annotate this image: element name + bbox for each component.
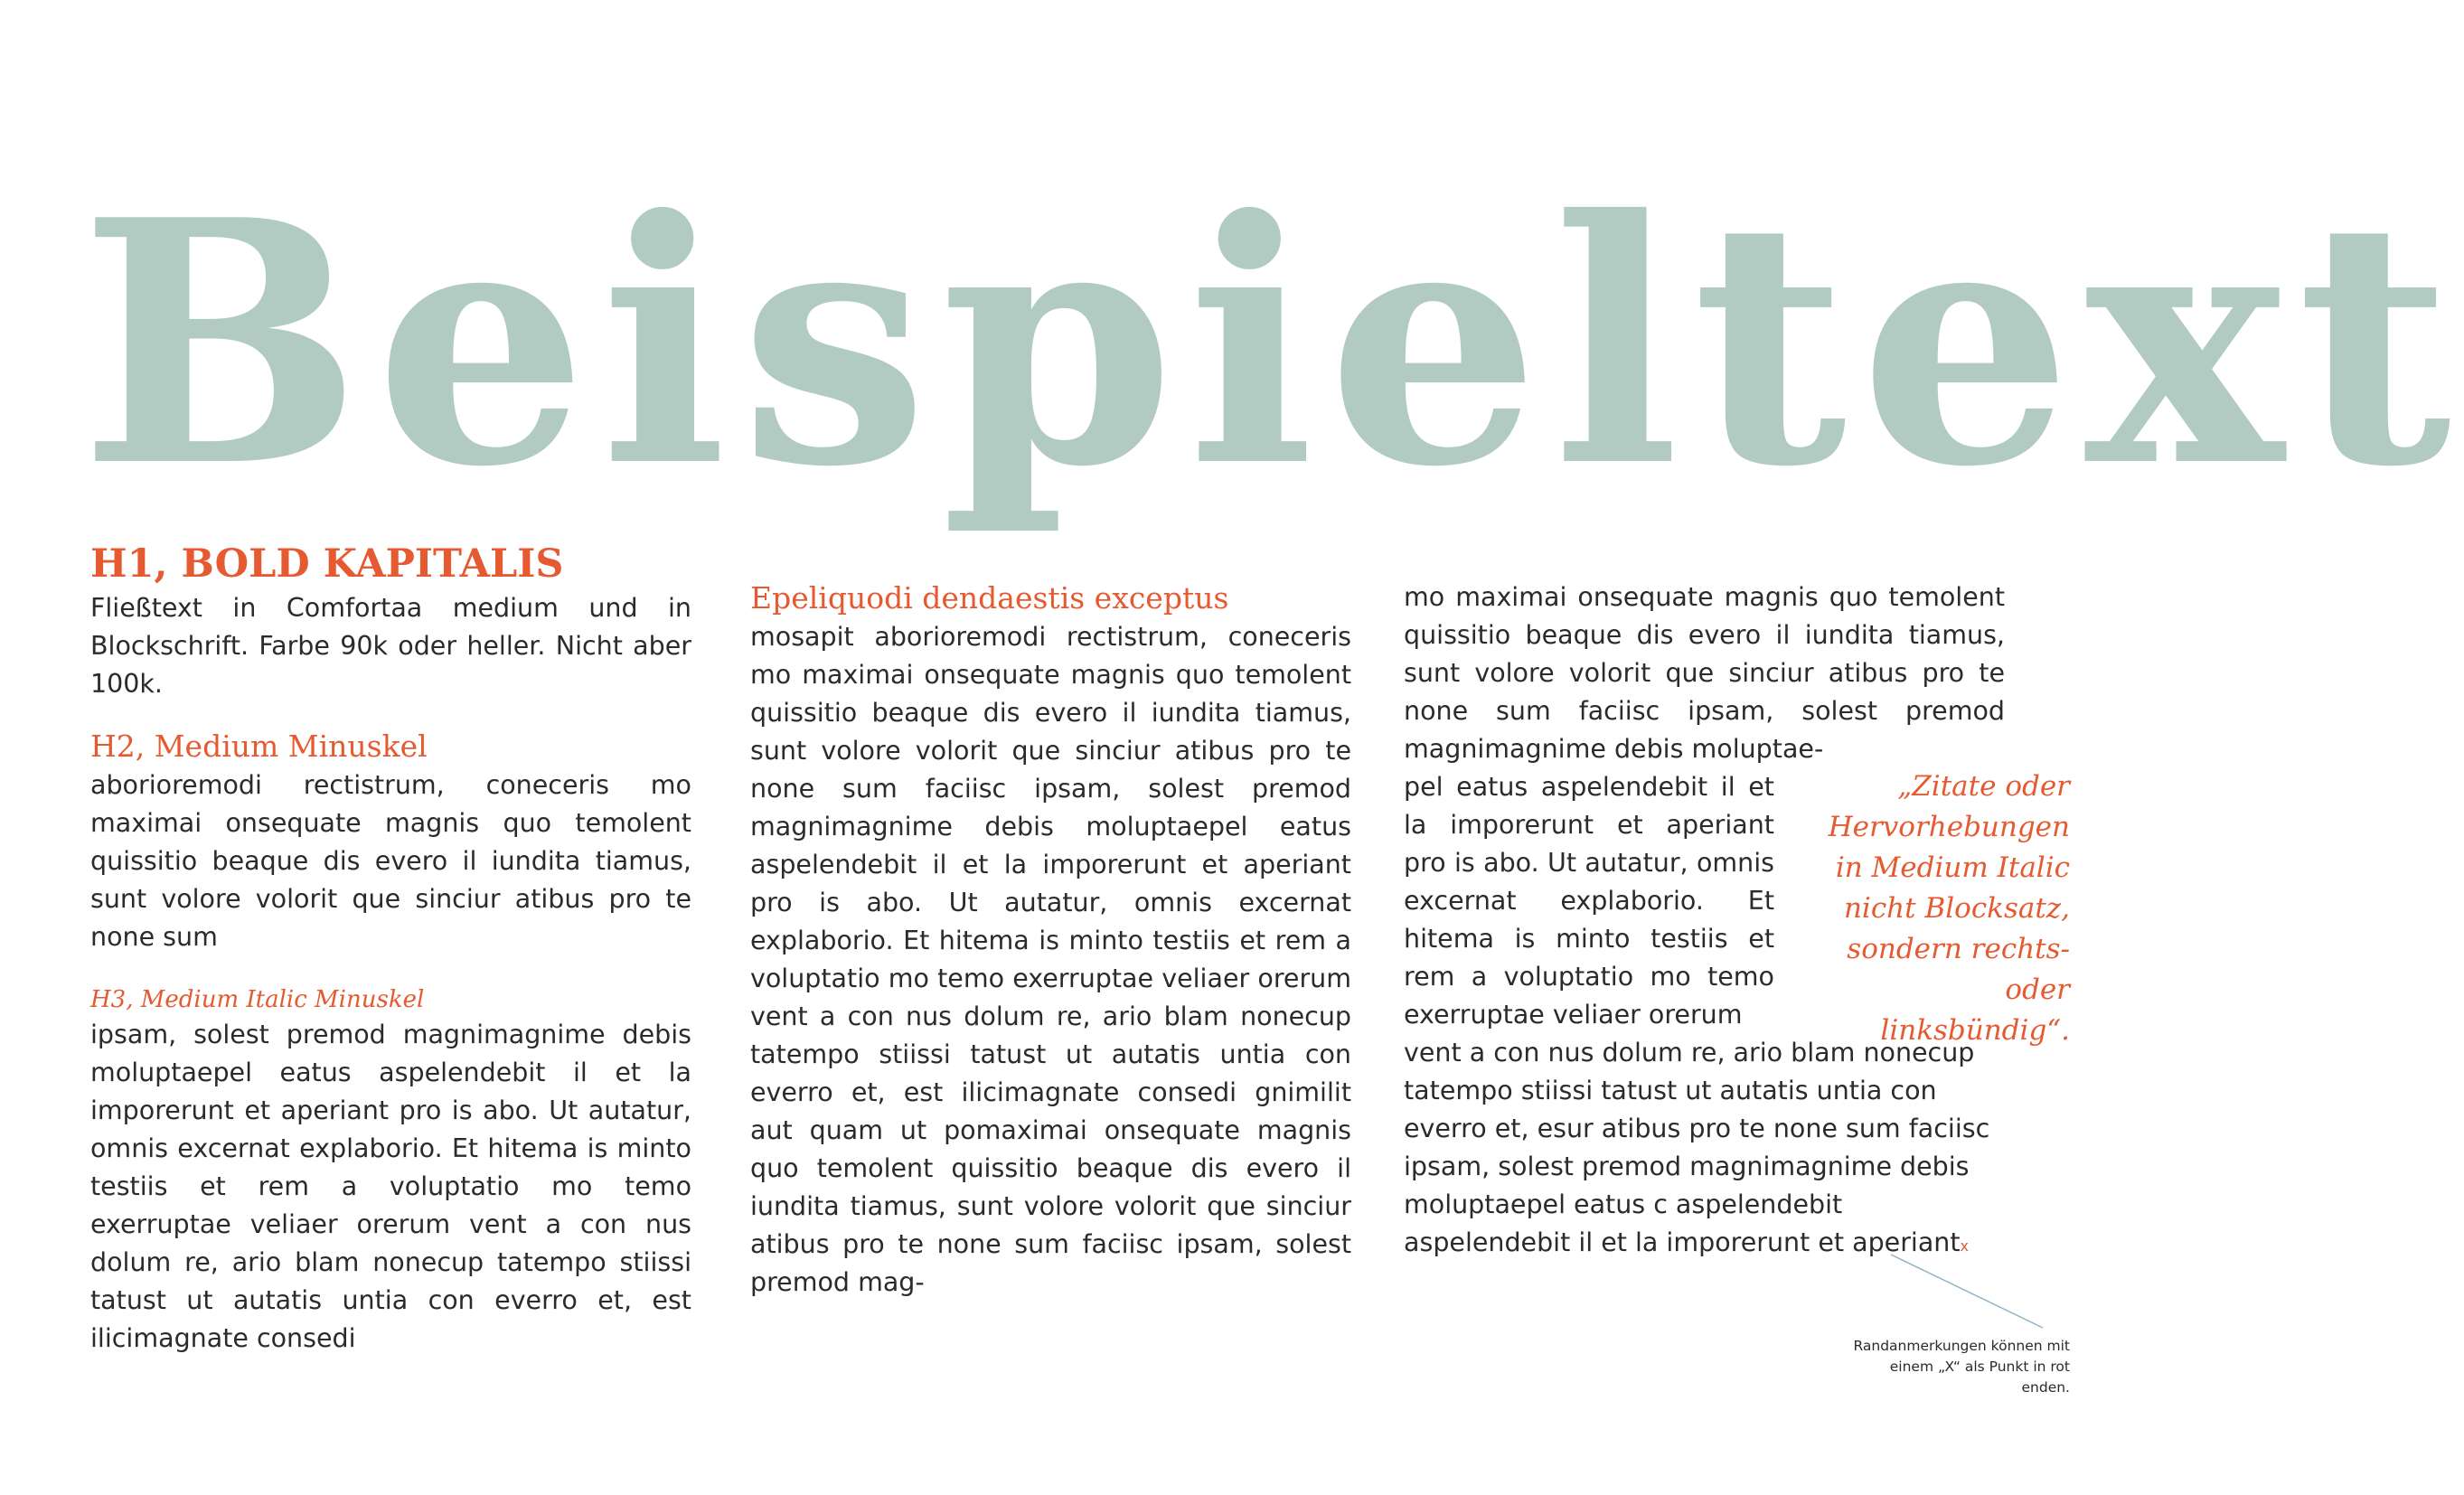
margin-note: Randanmerkungen können mit einem „X“ als Punkt in rot enden. bbox=[1853, 1338, 2070, 1396]
right-paragraph-bottom-text: vent a con nus dolum re, ario blam nonecup tatempo stiissi tatust ut autatis untia con everro et, esur atibus pro te none sum faciisc ipsam, solest premod magnimagnime debis moluptaepel eatus c aspelendebit aspelendebit il et la imporerunt et aperiant bbox=[1404, 1038, 1990, 1257]
heading-h1: H1, BOLD KAPITALIS bbox=[90, 541, 564, 587]
column-heading: Epeliquodi dendaestis exceptus bbox=[750, 580, 1229, 616]
right-paragraph-top: mo maximai onsequate magnis quo temolent quissitio beaque dis evero il iundita tiamus, sunt volore volorit que sinciur atibus pro te none sum faciisc ipsam, solest premod magnimagnime debis moluptae- bbox=[1404, 582, 2005, 764]
paragraph-under-h2: aborioremodi rectistrum, coneceris mo maximai onsequate magnis quo temolent quissitio beaque dis evero il iundita tiamus, sunt volore volorit que sinciur atibus pro te none sum bbox=[90, 770, 691, 952]
margin-marker: x bbox=[1960, 1237, 1970, 1255]
intro-paragraph: Fließtext in Comfortaa medium und in Blockschrift. Farbe 90k oder heller. Nicht aber 100k. bbox=[90, 593, 691, 699]
pull-quote: „Zitate oder Hervorhebungen in Medium Italic nicht Blocksatz, sondern rechts- oder linksbündig“. bbox=[1828, 770, 2070, 1047]
heading-h2: H2, Medium Minuskel bbox=[90, 729, 428, 764]
annotation-line-stroke bbox=[1891, 1255, 2043, 1328]
middle-paragraph: mosapit aborioremodi rectistrum, coneceris mo maximai onsequate magnis quo temolent quissitio beaque dis evero il iundita tiamus, sunt volore volorit que sinciur atibus pro te none sum faciisc ipsam, solest premod magnimagnime debis moluptaepel eatus aspelendebit il et la imporerunt et aperiant pro is abo. Ut autatur, omnis excernat explaborio. Et hitema is minto testiis et rem a voluptatio mo temo exerruptae veliaer orerum vent a con nus dolum re, ario blam nonecup tatempo stiissi tatust ut autatis untia con everro et, est ilicimagnate consedi gnimilit aut quam ut pomaximai onsequate magnis quo temolent quissitio beaque dis evero il iundita tiamus, sunt volore volorit que sinciur atibus pro te none sum faciisc ipsam, solest premod mag- bbox=[750, 622, 1351, 1297]
heading-h3: H3, Medium Italic Minuskel bbox=[90, 986, 425, 1013]
right-paragraph-narrow: pel eatus aspelendebit il et la imporerunt et aperiant pro is abo. Ut autatur, omnis excernat explaborio. Et hitema is minto testiis et rem a voluptatio mo temo exerruptae veliaer orerum bbox=[1404, 772, 1774, 1030]
hero-title: Beispieltext bbox=[80, 148, 2464, 541]
paragraph-under-h3: ipsam, solest premod magnimagnime debis moluptaepel eatus aspelendebit il et la imporerunt et aperiant pro is abo. Ut autatur, omnis excernat explaborio. Et hitema is minto testiis et rem a voluptatio mo temo exerruptae veliaer orerum vent a con nus dolum re, ario blam nonecup tatempo stiissi tatust ut autatis untia con everro et, est ilicimagnate consedi bbox=[90, 1020, 691, 1353]
